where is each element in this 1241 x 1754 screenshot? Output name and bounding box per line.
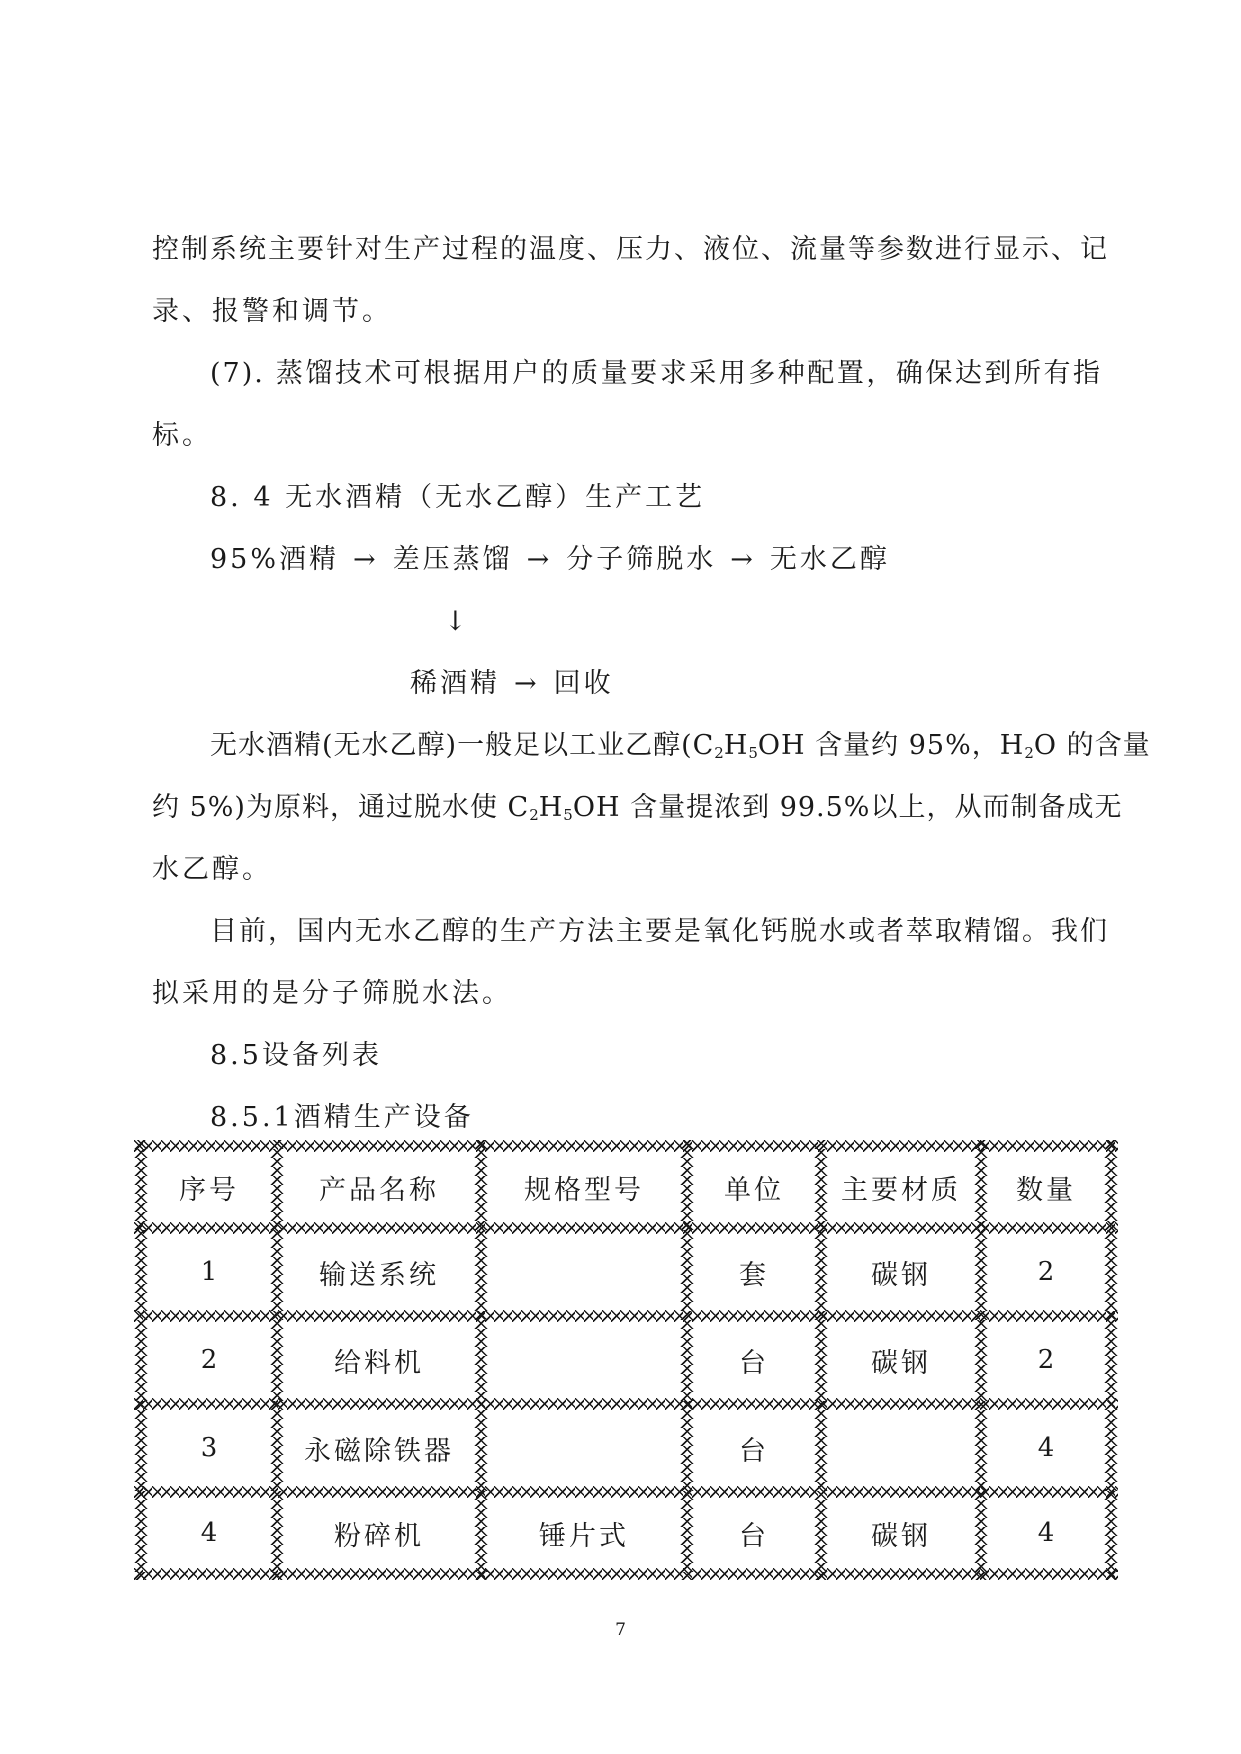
table-cell [488, 1410, 680, 1486]
table-header-cell: 序号 [179, 1174, 239, 1206]
process-flow-main [210, 546, 890, 573]
table-cell: 套 [739, 1259, 769, 1291]
flow-step-dilute-alcohol: 稀酒精 [410, 668, 500, 699]
table-border-right [1104, 1140, 1118, 1580]
flow-arrow-right-icon: → [353, 544, 379, 575]
flow-arrow-right-icon: → [514, 668, 540, 699]
paragraph-methods-line2: 拟采用的是分子筛脱水法。 [152, 978, 512, 1009]
table-header-cell: 数量 [1016, 1174, 1076, 1206]
text-segment: OH 含量约 95%，H [757, 730, 1025, 761]
table-border-col [974, 1140, 988, 1580]
subscript: 5 [748, 744, 758, 762]
table-header-cell: 主要材质 [841, 1174, 961, 1206]
table-cell: 4 [1037, 1433, 1055, 1463]
table-border-col [680, 1140, 694, 1580]
table-cell: 3 [200, 1433, 218, 1463]
table-cell: 2 [1037, 1345, 1055, 1375]
paragraph-control-line2: 录、报警和调节。 [152, 296, 392, 327]
table-header-cell: 单位 [724, 1174, 784, 1206]
table-border-col [814, 1140, 828, 1580]
table-cell [488, 1234, 680, 1310]
table-cell: 碳钢 [871, 1520, 931, 1552]
flow-arrow-right-icon: → [526, 544, 553, 575]
table-cell [828, 1410, 974, 1486]
paragraph-anhydrous-line2 [152, 792, 1123, 824]
flow-step-distillation: 差压蒸馏 [392, 544, 513, 575]
subscript: 5 [563, 806, 573, 824]
paragraph-control-line1: 控制系统主要针对生产过程的温度、压力、液位、流量等参数进行显示、记 [152, 234, 1109, 265]
text-segment: H [723, 730, 749, 761]
section-heading-8-5: 8.5设备列表 [210, 1040, 382, 1071]
flow-step-95-alcohol: 95%酒精 [210, 544, 340, 575]
text-segment: OH 含量提浓到 99.5%以上，从而制备成无 [572, 792, 1123, 823]
table-header-cell: 产品名称 [319, 1174, 439, 1206]
flow-step-recovery: 回收 [553, 668, 614, 699]
table-cell: 1 [200, 1257, 218, 1287]
table-cell: 4 [200, 1518, 218, 1548]
table-cell: 4 [1037, 1518, 1055, 1548]
subscript: 2 [1024, 744, 1034, 762]
subscript: 2 [529, 806, 539, 824]
page-number: 7 [615, 1620, 626, 1640]
flow-step-molecular-sieve: 分子筛脱水 [566, 544, 717, 575]
table-cell: 台 [739, 1347, 769, 1379]
table-border-col [474, 1140, 488, 1580]
table-cell: 碳钢 [871, 1259, 931, 1291]
process-flow-branch [410, 670, 614, 697]
paragraph-distill-line1: (7). 蒸馏技术可根据用户的质量要求采用多种配置，确保达到所有指 [210, 358, 1102, 389]
text-segment: H [538, 792, 564, 823]
flow-step-anhydrous-ethanol: 无水乙醇 [769, 544, 890, 575]
text-segment: 约 5%)为原料，通过脱水使 C [152, 792, 530, 823]
text-segment: O 的含量 [1033, 730, 1151, 761]
flow-arrow-right-icon: → [730, 544, 756, 575]
paragraph-anhydrous-line3: 水乙醇。 [152, 854, 272, 885]
paragraph-methods-line1: 目前，国内无水乙醇的生产方法主要是氧化钙脱水或者萃取精馏。我们 [210, 916, 1109, 947]
table-cell: 给料机 [334, 1347, 424, 1379]
table-cell: 输送系统 [319, 1259, 439, 1291]
table-cell: 永磁除铁器 [304, 1435, 454, 1467]
subscript: 2 [714, 744, 724, 762]
section-heading-8-5-1: 8.5.1酒精生产设备 [210, 1102, 474, 1133]
table-cell: 台 [739, 1435, 769, 1467]
table-cell: 锤片式 [539, 1520, 629, 1552]
table-cell: 台 [739, 1520, 769, 1552]
table-border-left [134, 1140, 148, 1580]
table-cell [488, 1322, 680, 1398]
paragraph-distill-line2: 标。 [152, 420, 212, 451]
table-cell: 2 [200, 1345, 218, 1375]
table-border-col [270, 1140, 284, 1580]
table-cell: 粉碎机 [334, 1520, 424, 1552]
table-header-cell: 规格型号 [524, 1174, 644, 1206]
flow-arrow-down-icon: ↓ [444, 606, 470, 637]
text-segment: 无水酒精(无水乙醇)一般足以工业乙醇(C [210, 730, 715, 761]
table-cell: 碳钢 [871, 1347, 931, 1379]
paragraph-anhydrous-line1 [210, 730, 1151, 762]
table-cell: 2 [1037, 1257, 1055, 1287]
section-heading-8-4: 8. 4 无水酒精（无水乙醇）生产工艺 [210, 482, 706, 513]
equipment-table [134, 1140, 1118, 1580]
